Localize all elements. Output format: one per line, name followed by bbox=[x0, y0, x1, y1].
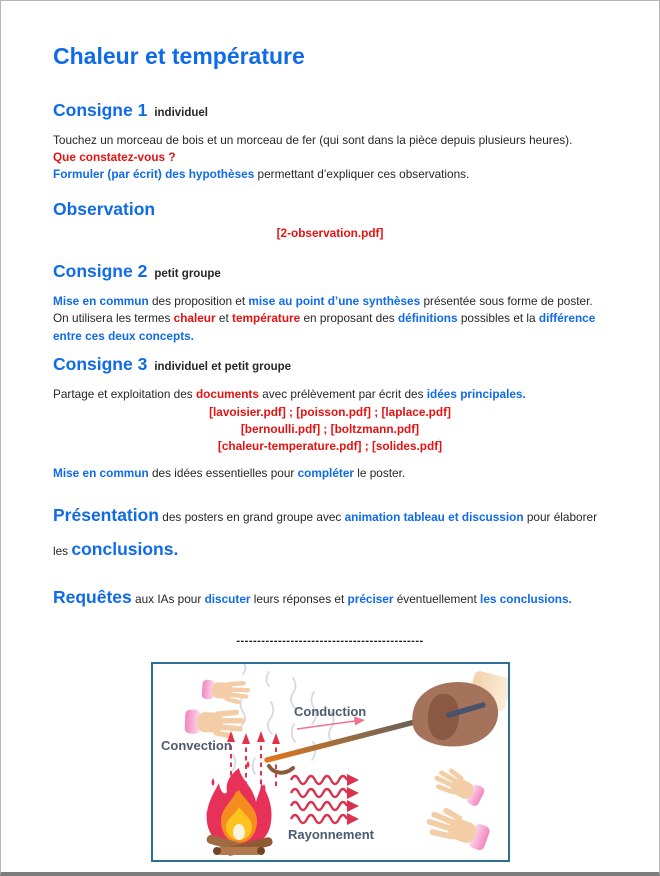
consigne2-heading bbox=[53, 261, 607, 282]
text-segment: idées principales. bbox=[426, 386, 526, 401]
text-segment: documents bbox=[195, 386, 259, 401]
text-segment: Présentation bbox=[53, 505, 159, 526]
page-title: Chaleur et température bbox=[53, 43, 305, 69]
text-segment: définitions bbox=[397, 311, 458, 326]
text-segment: le poster. bbox=[353, 466, 406, 481]
consigne3-file-list bbox=[53, 404, 607, 455]
text-segment: les conclusions. bbox=[480, 592, 572, 607]
text-segment: discuter bbox=[204, 592, 251, 607]
presentation-paragraph bbox=[53, 498, 607, 566]
consigne3-heading-text: Consigne 3 bbox=[53, 353, 148, 374]
text-segment: des idées essentielles pour bbox=[148, 466, 298, 481]
text-segment: avec prélèvement par écrit des bbox=[258, 386, 427, 401]
conduction-label: Conduction bbox=[293, 703, 366, 719]
consigne1-heading-text: Consigne 1 bbox=[53, 100, 148, 120]
consigne3-mode: individuel et petit groupe bbox=[154, 360, 292, 373]
consigne2-heading-text: Consigne 2 bbox=[53, 261, 148, 282]
file-list-line: [chaleur-temperature.pdf] ; [solides.pdf] bbox=[217, 438, 443, 453]
dashed-separator: --------------------------------------------- bbox=[236, 634, 424, 647]
text-segment: présentée sous forme de poster. bbox=[420, 294, 593, 309]
consigne1-paragraph bbox=[53, 132, 607, 183]
text-segment: des proposition et bbox=[148, 294, 249, 309]
convection-label: Convection bbox=[160, 737, 232, 753]
heat-transfer-figure bbox=[151, 662, 510, 862]
text-segment: pour élaborer les bbox=[53, 510, 598, 559]
text-segment: permettant d’expliquer ces observations. bbox=[254, 167, 470, 182]
text-segment: Que constatez-vous ? bbox=[53, 150, 176, 165]
text-segment: mise au point d’une synthèses bbox=[248, 294, 421, 309]
text-segment: préciser bbox=[347, 592, 394, 607]
text-segment: en proposant des bbox=[300, 311, 398, 326]
heat-transfer-illustration bbox=[151, 662, 510, 862]
text-segment: Mise en commun bbox=[53, 294, 149, 309]
text-segment: et bbox=[215, 311, 233, 326]
text-segment: température bbox=[232, 311, 301, 326]
requetes-paragraph bbox=[53, 580, 607, 614]
text-segment: aux IAs pour bbox=[131, 592, 205, 607]
observation-heading bbox=[53, 199, 607, 220]
consigne1-heading bbox=[53, 100, 607, 121]
text-segment: différence entre ces deux concepts. bbox=[53, 311, 596, 343]
text-segment: Requêtes bbox=[53, 587, 132, 608]
text-segment: Formuler (par écrit) des hypothèses bbox=[53, 167, 255, 182]
text-segment: éventuellement bbox=[393, 592, 481, 607]
text-segment: chaleur bbox=[173, 311, 216, 326]
text-segment: animation tableau et discussion bbox=[344, 510, 524, 525]
text-segment: Mise en commun bbox=[53, 466, 149, 481]
consigne2-mode: petit groupe bbox=[154, 268, 221, 281]
mise-en-commun-paragraph bbox=[53, 465, 607, 482]
file-list-line: [bernoulli.pdf] ; [boltzmann.pdf] bbox=[240, 421, 420, 436]
text-segment: des posters en grand groupe avec bbox=[159, 510, 345, 525]
consigne1-mode: individuel bbox=[154, 107, 208, 119]
text-segment: Partage et exploitation des bbox=[53, 386, 196, 401]
consigne2-paragraph bbox=[53, 293, 607, 344]
observation-file-reference: [2-observation.pdf] bbox=[276, 226, 384, 241]
consigne3-heading bbox=[53, 354, 607, 375]
file-list-line: [lavoisier.pdf] ; [poisson.pdf] ; [laplace.pdf] bbox=[209, 404, 451, 419]
text-segment: possibles et la bbox=[457, 311, 539, 326]
text-segment: leurs réponses et bbox=[250, 592, 348, 607]
rayonnement-label: Rayonnement bbox=[287, 826, 374, 842]
text-segment: Touchez un morceau de bois et un morceau de fer (qui sont dans la pièce depuis plusieurs heures). bbox=[53, 133, 573, 147]
text-segment: compléter bbox=[297, 466, 354, 481]
observation-heading-text: Observation bbox=[53, 199, 156, 220]
consigne3-paragraph bbox=[53, 386, 607, 403]
text-segment: conclusions. bbox=[71, 539, 179, 560]
text-segment: On utilisera les termes bbox=[53, 311, 174, 326]
